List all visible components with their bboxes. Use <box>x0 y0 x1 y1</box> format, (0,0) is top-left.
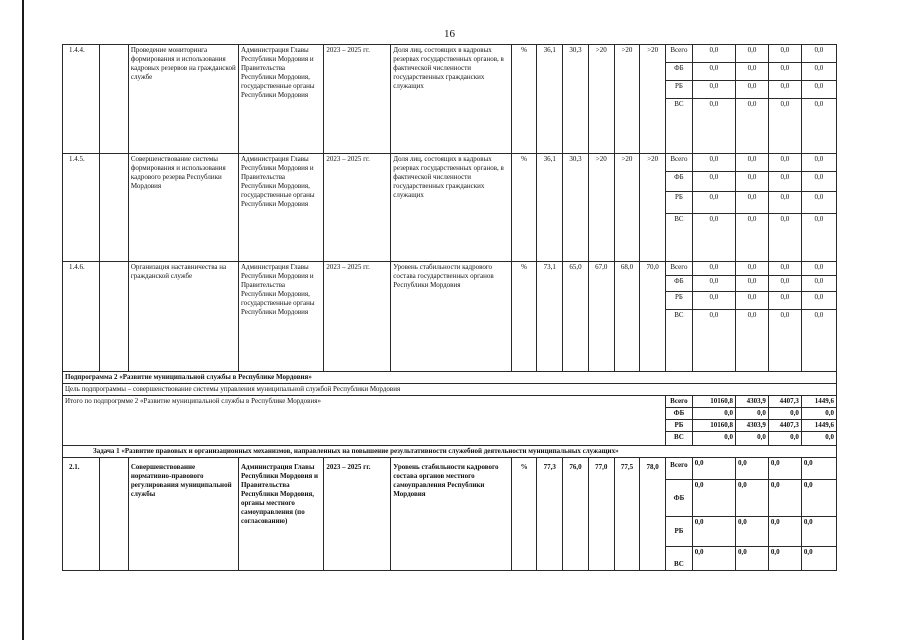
empty-cell <box>100 45 129 154</box>
empty-cell <box>100 262 129 372</box>
fin-value: 0,0 <box>768 192 801 214</box>
fin-value: 0,0 <box>692 408 735 420</box>
fin-value: 0,0 <box>692 154 735 172</box>
fin-value: 0,0 <box>768 547 801 571</box>
fin-value: 0,0 <box>768 214 801 262</box>
indicator: Доля лиц, состоящих в кадровых резервах государственных органов, в фактической численности государственных гражданских служащих <box>391 45 511 154</box>
program-table <box>62 44 837 571</box>
fin-source: Всего <box>666 458 693 480</box>
executor: Администрация Главы Республики Мордовия и Правительства Республики Мордовия, органы местного самоуправления (по согласованию) <box>238 458 323 571</box>
fin-value: 0,0 <box>736 517 769 547</box>
fin-value: 0,0 <box>736 63 769 81</box>
fin-value: 0,0 <box>692 292 735 310</box>
fin-value: 0,0 <box>801 262 836 276</box>
measure-name: Совершенствование нормативно-правового регулирования муниципальной службы <box>128 458 238 571</box>
fin-value: 0,0 <box>801 63 836 81</box>
fin-value: 0,0 <box>801 310 836 372</box>
fin-value: 0,0 <box>692 99 735 154</box>
fin-value: 1449,6 <box>801 396 836 408</box>
fin-value: 0,0 <box>736 432 769 446</box>
fin-value: 0,0 <box>801 547 836 571</box>
fin-value: 0,0 <box>736 45 769 63</box>
fin-source: Всего <box>666 154 693 172</box>
measure-name: Организация наставничества на гражданской службе <box>128 262 238 372</box>
fin-value: 0,0 <box>768 276 801 292</box>
fin-value: 10160,8 <box>692 420 735 432</box>
fin-value: 0,0 <box>736 276 769 292</box>
measure-name: Совершенствование системы формирования и использования кадрового резерва Республики Мордовия <box>128 154 238 262</box>
fin-value: 0,0 <box>692 192 735 214</box>
fin-value: 0,0 <box>801 154 836 172</box>
fin-value: 0,0 <box>692 432 735 446</box>
table-row <box>63 262 837 276</box>
fin-value: 0,0 <box>692 214 735 262</box>
indicator-value: 76,0 <box>563 458 589 571</box>
indicator-value: >20 <box>614 154 640 262</box>
totals-row <box>63 396 837 408</box>
fin-value: 0,0 <box>801 214 836 262</box>
fin-value: 0,0 <box>768 45 801 63</box>
fin-value: 0,0 <box>768 517 801 547</box>
fin-value: 0,0 <box>736 214 769 262</box>
period: 2023 – 2025 гг. <box>324 262 391 372</box>
executor: Администрация Главы Республики Мордовия и Правительства Республики Мордовия, государственные органы Республики Мордовия <box>238 154 323 262</box>
fin-value: 0,0 <box>736 547 769 571</box>
indicator: Доля лиц, состоящих в кадровых резервах государственных органов, в фактической численности государственных гражданских служащих <box>391 154 511 262</box>
fin-value: 4303,9 <box>736 420 769 432</box>
unit: % <box>511 154 537 262</box>
fin-value: 0,0 <box>801 517 836 547</box>
indicator-value: 70,0 <box>640 262 666 372</box>
fin-value: 4303,9 <box>736 396 769 408</box>
fin-value: 0,0 <box>801 408 836 420</box>
fin-value: 0,0 <box>801 45 836 63</box>
indicator-value: >20 <box>614 45 640 154</box>
table-row <box>63 154 837 172</box>
fin-value: 0,0 <box>736 292 769 310</box>
indicator-value: 65,0 <box>563 262 589 372</box>
fin-value: 0,0 <box>801 99 836 154</box>
fin-value: 0,0 <box>692 45 735 63</box>
indicator-value: >20 <box>588 154 614 262</box>
empty-cell <box>100 458 129 571</box>
fin-value: 0,0 <box>692 172 735 192</box>
left-margin-line <box>22 0 24 640</box>
fin-source: Всего <box>666 45 693 63</box>
indicator-value: >20 <box>640 154 666 262</box>
period: 2023 – 2025 гг. <box>324 45 391 154</box>
fin-source: ФБ <box>666 480 693 517</box>
fin-value: 0,0 <box>736 262 769 276</box>
fin-value: 4407,3 <box>768 420 801 432</box>
fin-value: 0,0 <box>692 458 735 480</box>
fin-value: 0,0 <box>768 458 801 480</box>
fin-value: 0,0 <box>768 154 801 172</box>
fin-value: 10160,8 <box>692 396 735 408</box>
indicator-value: 30,3 <box>563 154 589 262</box>
fin-source: ВС <box>666 99 693 154</box>
total-label: Итого по подпрогрмме 2 «Развитие муниципальной службы в Республике Мордовия» <box>63 396 666 446</box>
fin-value: 0,0 <box>801 480 836 517</box>
fin-value: 0,0 <box>801 432 836 446</box>
subprogram-goal: Цель подпрограммы – совершенствование системы управления муниципальной службой Республики Мордовия <box>63 384 837 396</box>
fin-value: 0,0 <box>736 192 769 214</box>
fin-source: РБ <box>666 292 693 310</box>
fin-value: 4407,3 <box>768 396 801 408</box>
fin-value: 0,0 <box>801 292 836 310</box>
fin-value: 0,0 <box>736 480 769 517</box>
fin-source: ФБ <box>666 172 693 192</box>
fin-source: РБ <box>666 192 693 214</box>
row-code: 1.4.5. <box>63 154 100 262</box>
indicator-value: 30,3 <box>563 45 589 154</box>
fin-value: 0,0 <box>768 81 801 99</box>
indicator-value: 78,0 <box>640 458 666 571</box>
indicator-value: 77,3 <box>537 458 563 571</box>
fin-source: Всего <box>666 262 693 276</box>
fin-value: 0,0 <box>801 172 836 192</box>
fin-value: 0,0 <box>736 154 769 172</box>
period: 2023 – 2025 гг. <box>324 154 391 262</box>
fin-value: 0,0 <box>801 458 836 480</box>
fin-value: 0,0 <box>768 63 801 81</box>
row-code: 1.4.6. <box>63 262 100 372</box>
fin-value: 0,0 <box>736 99 769 154</box>
fin-value: 0,0 <box>801 192 836 214</box>
fin-value: 0,0 <box>692 276 735 292</box>
fin-value: 0,0 <box>801 276 836 292</box>
fin-source: ФБ <box>666 63 693 81</box>
unit: % <box>511 458 537 571</box>
indicator-value: 73,1 <box>537 262 563 372</box>
row-code: 2.1. <box>63 458 100 571</box>
fin-value: 0,0 <box>692 63 735 81</box>
fin-value: 0,0 <box>736 81 769 99</box>
fin-source: РБ <box>666 517 693 547</box>
fin-value: 0,0 <box>736 310 769 372</box>
indicator-value: 68,0 <box>614 262 640 372</box>
period: 2023 – 2025 гг. <box>324 458 391 571</box>
indicator-value: >20 <box>588 45 614 154</box>
fin-value: 0,0 <box>692 81 735 99</box>
fin-value: 0,0 <box>801 81 836 99</box>
fin-source: РБ <box>666 420 693 432</box>
subprogram-title: Подпрограмма 2 «Развитие муниципальной службы в Республике Мордовия» <box>63 372 837 384</box>
empty-cell <box>100 154 129 262</box>
indicator-value: >20 <box>640 45 666 154</box>
fin-source: ФБ <box>666 276 693 292</box>
indicator-value: 77,0 <box>588 458 614 571</box>
unit: % <box>511 45 537 154</box>
executor: Администрация Главы Республики Мордовия и Правительства Республики Мордовия, государственные органы Республики Мордовия <box>238 45 323 154</box>
fin-value: 0,0 <box>768 432 801 446</box>
fin-value: 0,0 <box>768 172 801 192</box>
measure-name: Проведение мониторинга формирования и использования кадровых резервов на гражданской службе <box>128 45 238 154</box>
fin-value: 0,0 <box>768 480 801 517</box>
fin-source: ВС <box>666 310 693 372</box>
fin-source: ВС <box>666 214 693 262</box>
fin-value: 0,0 <box>768 310 801 372</box>
fin-source: РБ <box>666 81 693 99</box>
fin-value: 0,0 <box>768 292 801 310</box>
task-title: Задача 1 «Развитие правовых и организационных механизмов, направленных на повышение результативности служебной деятельности муниципальных служащих» <box>63 446 837 458</box>
fin-value: 0,0 <box>736 172 769 192</box>
indicator: Уровень стабильности кадрового состава органов местного самоуправления Республики Мордовия <box>391 458 511 571</box>
fin-value: 0,0 <box>692 310 735 372</box>
fin-value: 0,0 <box>692 262 735 276</box>
indicator-value: 67,0 <box>588 262 614 372</box>
fin-value: 0,0 <box>736 458 769 480</box>
table-row <box>63 45 837 63</box>
fin-value: 0,0 <box>692 517 735 547</box>
fin-value: 0,0 <box>736 408 769 420</box>
fin-value: 0,0 <box>768 262 801 276</box>
fin-value: 1449,6 <box>801 420 836 432</box>
fin-source: ФБ <box>666 408 693 420</box>
indicator-value: 77,5 <box>614 458 640 571</box>
indicator: Уровень стабильности кадрового состава государственных органов Республики Мордовия <box>391 262 511 372</box>
fin-value: 0,0 <box>768 99 801 154</box>
indicator-value: 36,1 <box>537 45 563 154</box>
fin-source: Всего <box>666 396 693 408</box>
fin-value: 0,0 <box>692 480 735 517</box>
table-row <box>63 458 837 480</box>
executor: Администрация Главы Республики Мордовия и Правительства Республики Мордовия, государственные органы Республики Мордовия <box>238 262 323 372</box>
fin-value: 0,0 <box>768 408 801 420</box>
unit: % <box>511 262 537 372</box>
page-number: 16 <box>444 28 455 40</box>
row-code: 1.4.4. <box>63 45 100 154</box>
fin-source: ВС <box>666 432 693 446</box>
fin-source: ВС <box>666 547 693 571</box>
indicator-value: 36,1 <box>537 154 563 262</box>
fin-value: 0,0 <box>692 547 735 571</box>
